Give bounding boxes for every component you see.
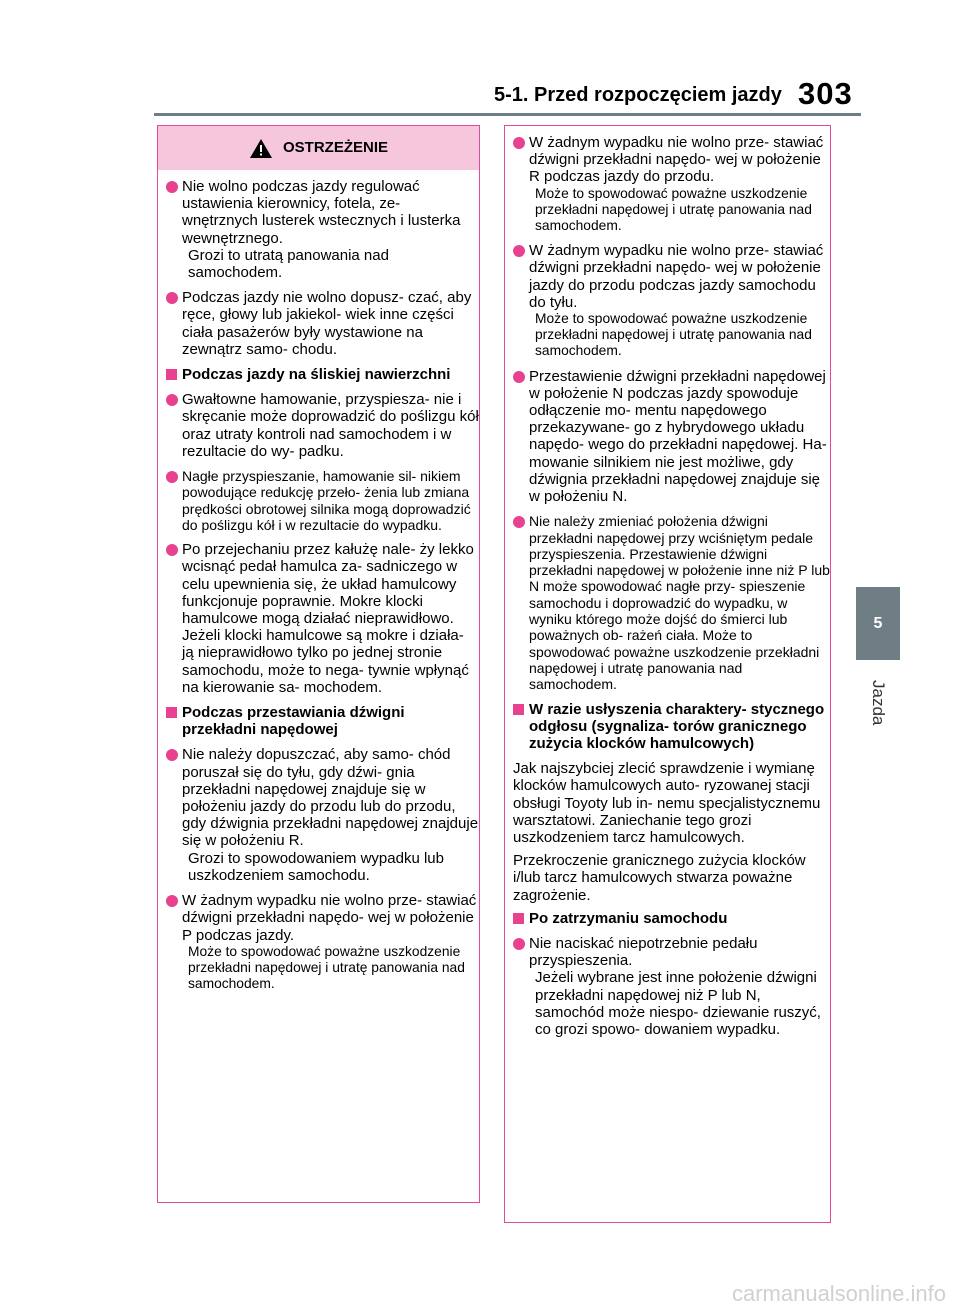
list-item: Gwałtowne hamowanie, przyspiesza- nie i skręcanie może doprowadzić do poślizgu kół oraz utraty kontroli nad samochodem i w rezultacie do wy- padku. — [166, 391, 479, 460]
paragraph: Przekroczenie granicznego zużycia klocków i/lub tarcz hamulcowych stwarza poważne zagrożenie. — [513, 852, 806, 904]
list-item: Po przejechaniu przez kałużę nale- ży lekko wcisnąć pedał hamulca za- sadniczego w celu upewnienia się, że układ hamulcowy funkcjonuje poprawnie. Mokre klocki hamulcowe mogą działać nieprawidłowo. Jeżeli klocki hamulcowe są mokre i działa- ją nieprawidłowo tylko po jednej stronie samochodu, może to nega- tywnie wpłynąć na kierowanie sa- mochodem. — [166, 541, 479, 696]
warning-box-right — [504, 125, 831, 1223]
list-item: W żadnym wypadku nie wolno prze- stawiać dźwigni przekładni napędo- wej w położenie jazdy do przodu podczas jazdy samochodu do tyłu. Może to spowodować poważne uszkodzenie przekładni napędowej i utratę panowania nad samochodem. — [513, 242, 830, 359]
list-item: Nie należy dopuszczać, aby samo- chód poruszał się do tyłu, gdy dźwi- gnia przekładni napędowej znajduje się w położeniu jazdy do przodu lub do przodu, gdy dźwignia przekładni napędowej znajduje się w położeniu R. Grozi to spowodowaniem wypadku lub uszkodzeniem samochodu. — [166, 746, 479, 884]
square-bullet-icon — [513, 704, 524, 715]
bullet-icon — [166, 895, 178, 907]
section-heading: W razie usłyszenia charaktery- stycznego odgłosu (sygnaliza- torów granicznego zużycia klocków hamulcowych) — [513, 701, 830, 753]
list-item: Nie należy zmieniać położenia dźwigni przekładni napędowej przy wciśniętym pedale przyspieszenia. Przestawienie dźwigni przekładni napędowej w położenie inne niż P lub N może spowodować nagłe przy- spieszenie samochodu i doprowadzić do wypadku, w wyniku którego może dojść do śmierci lub poważnych ob- rażeń ciała. Może to spowodować poważne uszkodzenie przekładni napędowej i utratę panowania nad samochodem. — [513, 513, 830, 692]
list-item: Nagłe przyspieszanie, hamowanie sil- nikiem powodujące redukcję przeło- żenia lub zmiana prędkości obrotowej silnika mogą doprowadzić do poślizgu kół i w rezultacie do wypadku. — [166, 468, 479, 533]
watermark: carmanualsonline.info — [731, 1281, 946, 1306]
square-bullet-icon — [513, 913, 524, 924]
bullet-icon — [166, 292, 178, 304]
square-bullet-icon — [166, 707, 177, 718]
warning-header — [158, 126, 479, 170]
bullet-icon — [513, 137, 525, 149]
bullet-icon — [513, 938, 525, 950]
list-item: W żadnym wypadku nie wolno prze- stawiać dźwigni przekładni napędo- wej w położenie P podczas jazdy. Może to spowodować poważne uszkodzenie przekładni napędowej i utratę panowania nad samochodem. — [166, 892, 479, 992]
section-heading: Podczas przestawiania dźwigni przekładni napędowej — [166, 704, 479, 738]
section-heading: Po zatrzymaniu samochodu — [513, 910, 830, 927]
section-heading: Podczas jazdy na śliskiej nawierzchni — [166, 366, 479, 383]
warning-triangle-icon — [249, 138, 273, 159]
bullet-icon — [166, 749, 178, 761]
section-title: 5-1. Przed rozpoczęciem jazdy — [494, 84, 782, 106]
list-item: Podczas jazdy nie wolno dopusz- czać, aby ręce, głowy lub jakiekol- wiek inne części ciała pasażerów były wystawione na zewnątrz samo- chodu. — [166, 289, 479, 358]
chapter-tab-label: Jazda — [869, 680, 888, 726]
page-number: 303 — [798, 76, 853, 111]
square-bullet-icon — [166, 369, 177, 380]
bullet-icon — [166, 544, 178, 556]
bullet-icon — [166, 181, 178, 193]
paragraph: Jak najszybciej zlecić sprawdzenie i wymianę klocków hamulcowych auto- ryzowanej stacji obsługi Toyoty lub in- nemu specjalistycznemu warsztatowi. Zaniechanie tego grozi uszkodzeniem tarcz hamulcowych. — [513, 760, 821, 846]
bullet-icon — [513, 245, 525, 257]
chapter-tab[interactable]: 5 — [856, 587, 900, 660]
warning-box-left — [157, 125, 480, 1203]
bullet-icon — [513, 371, 525, 383]
bullet-icon — [166, 471, 178, 483]
list-item: W żadnym wypadku nie wolno prze- stawiać dźwigni przekładni napędo- wej w położenie R podczas jazdy do przodu. Może to spowodować poważne uszkodzenie przekładni napędowej i utratę panowania nad samochodem. — [513, 134, 830, 234]
bullet-icon — [166, 394, 178, 406]
list-item: Nie naciskać niepotrzebnie pedału przyspieszenia. Jeżeli wybrane jest inne położenie dźwigni przekładni napędowej niż P lub N, samochód może niespo- dziewanie ruszyć, co grozi spowo- dowaniem wypadku. — [513, 935, 830, 1038]
header-rule — [154, 113, 861, 116]
list-item: Nie wolno podczas jazdy regulować ustawienia kierownicy, fotela, ze- wnętrznych lusterek wstecznych i lusterka wewnętrznego. Grozi to utratą panowania nad samochodem. — [166, 178, 479, 281]
bullet-icon — [513, 516, 525, 528]
list-item: Przestawienie dźwigni przekładni napędowej w położenie N podczas jazdy spowoduje odłączenie mo- mentu napędowego przekazywane- go z hybrydowego układu napędo- wego do przekładni napędowej. Ha- mowanie silnikiem nie jest możliwe, gdy dźwignia przekładni napędowej znajduje się w położeniu N. — [513, 368, 830, 506]
warning-title: OSTRZEŻENIE — [282, 139, 388, 157]
